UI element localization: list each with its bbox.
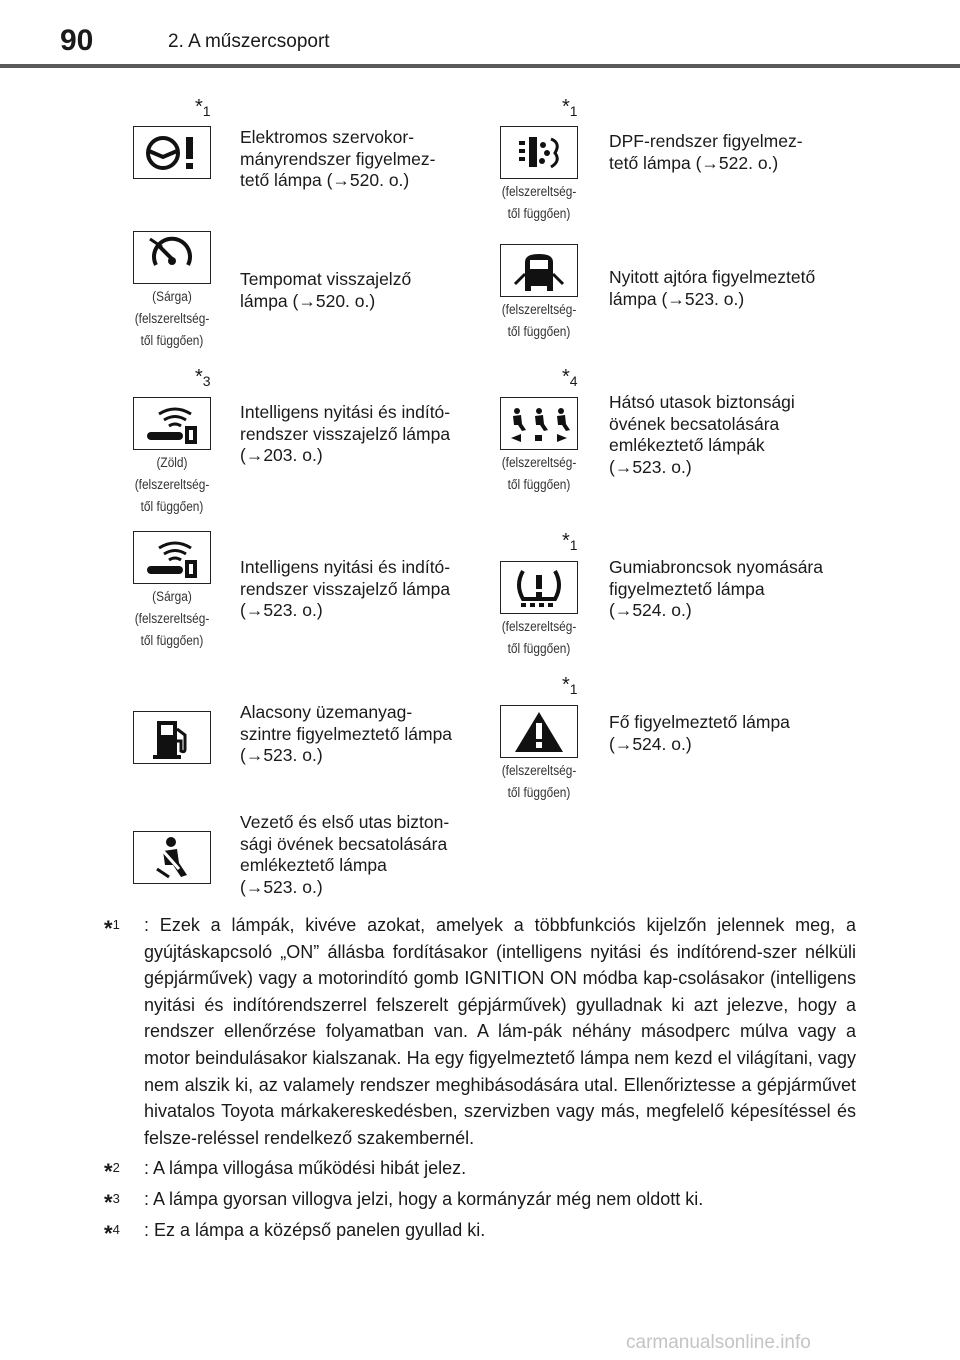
indicator-caption: (Zöld) (felszereltség- től függően) xyxy=(134,455,210,514)
footnote-marker: *$^2$ xyxy=(104,1159,120,1185)
indicator-description: Hátsó utasok biztonsági övének becsatolására emlékeztető lámpák (→523. o.) xyxy=(609,392,795,477)
indicator-caption: (felszereltség- től függően) xyxy=(501,302,577,339)
indicator-description: Intelligens nyitási és indító- rendszer visszajelző lámpa (→203. o.) xyxy=(240,402,451,465)
footnote-marker: *$^1$ xyxy=(104,916,120,941)
indicator-description: Intelligens nyitási és indító- rendszer visszajelző lámpa (→523. o.) xyxy=(240,557,451,620)
indicator-caption: (felszereltség- től függően) xyxy=(501,763,577,800)
smart-key-amber-icon xyxy=(133,531,211,584)
seatbelt-icon xyxy=(133,831,211,884)
indicator-caption: (Sárga) (felszereltség- től függően) xyxy=(134,289,210,348)
indicator-description: Elektromos szervokor- mányrendszer figyelmez- tető lámpa (→520. o.) xyxy=(240,127,436,190)
steering-warning-icon xyxy=(133,126,211,179)
footnote-marker: $*_1$ xyxy=(562,530,578,553)
footnote: *$^3$ : A lámpa gyorsan villogva jelzi, hogy a kormányzár még nem oldott ki. xyxy=(104,1186,856,1213)
indicator-description: Gumiabroncsok nyomására figyelmeztető lámpa (→524. o.) xyxy=(609,557,823,620)
rear-seatbelt-icon xyxy=(500,397,578,450)
tire-pressure-icon xyxy=(500,561,578,614)
footnote-marker: $*_3$ xyxy=(195,366,211,389)
indicator-description: Alacsony üzemanyag- szintre figyelmeztető lámpa (→523. o.) xyxy=(240,702,453,765)
indicator-description: Vezető és első utas bizton- sági övének becsatolására emlékeztető lámpa (→523. o.) xyxy=(240,812,450,897)
footnote-marker: *$^3$ xyxy=(104,1189,120,1215)
footnote-marker: *$^4$ xyxy=(104,1220,120,1246)
low-fuel-icon xyxy=(133,711,211,764)
door-open-icon xyxy=(500,244,578,297)
smart-key-green-icon xyxy=(133,397,211,450)
footnote-marker: $*_1$ xyxy=(562,674,578,697)
cruise-control-icon xyxy=(133,231,211,284)
page-number: 90 xyxy=(60,24,94,57)
footnote: *$^1$ : Ezek a lámpák, kivéve azokat, amelyek a többfunkciós kijelzőn jelennek meg, a gyújtáskapcsoló „ON” állásba fordításakor (intelligens nyitási és indítórend-szer nélküli gépjárművek) vagy a motorindító gomb IGNITION ON módba kap-csolásakor (intelligens nyitási és indítórendszerrel felszerelt gépjárművek) gyulladnak ki azt jelezve, hogy a rendszer ellenőrzése folyamatban van. A lám-pák néhány másodperc múlva vagy a motor beindulásakor kialszanak. Ha egy figyelmeztető lámpa nem kezd el világítani, vagy nem alszik ki, az valamely rendszer meghibásodására utal. Ellenőriztesse a gépjárművet hivatalos Toyota márkakereskedésben, szervizben vagy más, megfelelő képesítéssel és felsze-reléssel rendelkező szakembernél. xyxy=(104,912,856,1151)
indicator-description: Nyitott ajtóra figyelmeztető lámpa (→523. o.) xyxy=(609,267,816,309)
footnote: *$^4$ : Ez a lámpa a középső panelen gyullad ki. xyxy=(104,1217,856,1244)
indicator-caption: (Sárga) (felszereltség- től függően) xyxy=(134,589,210,648)
indicator-caption: (felszereltség- től függően) xyxy=(501,619,577,656)
dpf-icon xyxy=(500,126,578,179)
indicator-caption: (felszereltség- től függően) xyxy=(501,184,577,221)
indicator-description: Tempomat visszajelző lámpa (→520. o.) xyxy=(240,269,412,311)
footnotes xyxy=(104,912,856,1247)
chapter-title: 2. A műszercsoport xyxy=(168,31,330,52)
indicator-description: DPF-rendszer figyelmez- tető lámpa (→522. o.) xyxy=(609,131,803,173)
footnote-marker: $*_4$ xyxy=(562,366,578,389)
header-rule xyxy=(0,64,960,68)
footnote-marker: $*_1$ xyxy=(562,96,578,119)
footnote-marker: $*_1$ xyxy=(195,96,211,119)
footnote: *$^2$ : A lámpa villogása működési hibát jelez. xyxy=(104,1155,856,1182)
master-warning-icon xyxy=(500,705,578,758)
watermark: carmanualsonline.info xyxy=(626,1332,811,1353)
indicator-caption: (felszereltség- től függően) xyxy=(501,455,577,492)
indicator-description: Fő figyelmeztető lámpa (→524. o.) xyxy=(609,712,790,754)
